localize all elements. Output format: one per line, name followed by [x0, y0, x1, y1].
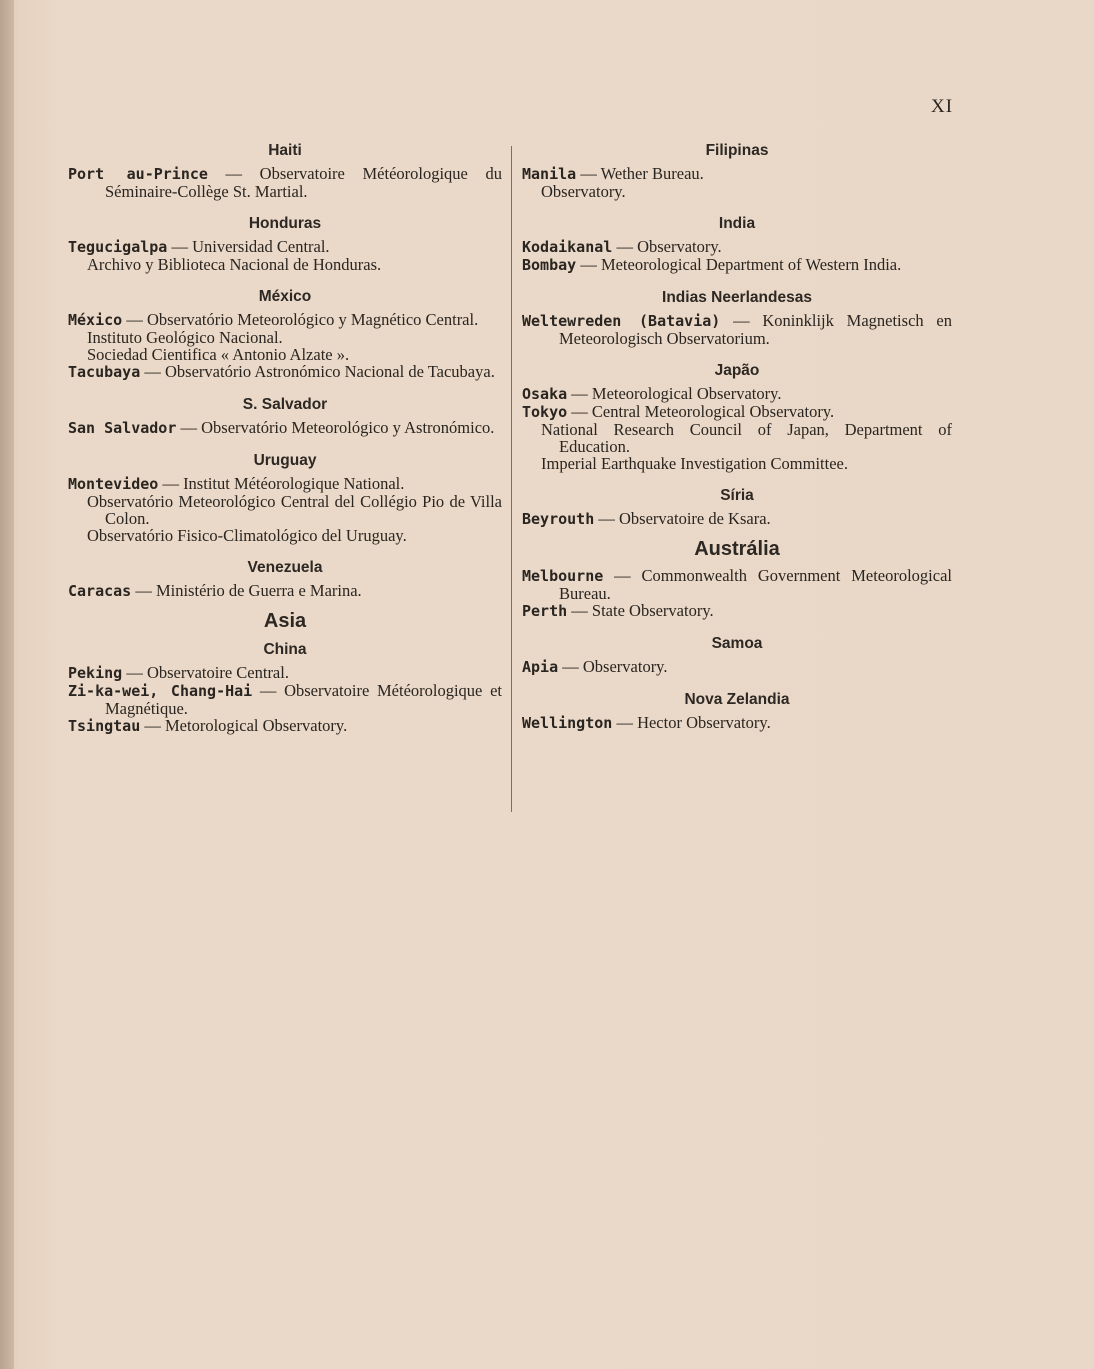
sub-institution-entry: Imperial Earthquake Investigation Committee. — [541, 454, 848, 473]
country-section-honduras — [68, 213, 502, 273]
country-heading-haiti: Haiti — [268, 142, 302, 159]
institution-text: — Ministério de Guerra e Marina. — [131, 581, 362, 600]
country-section — [522, 567, 952, 620]
city-name: Kodaikanal — [522, 238, 613, 256]
country-heading-japao: Japão — [714, 362, 760, 379]
institution-entry — [522, 385, 952, 403]
country-heading-china: China — [263, 641, 307, 658]
left-column — [68, 140, 502, 748]
institution-text: — Observatoire Central. — [122, 663, 289, 682]
page-number: XI — [931, 96, 954, 117]
country-heading-indias-neerlandesas: Indias Neerlandesas — [662, 289, 812, 306]
city-name: Montevideo — [68, 475, 159, 493]
country-section-filipinas — [522, 140, 952, 200]
institution-text: — Observatoire Météorologique du Séminaire-Collège St. Martial. — [105, 164, 502, 201]
country-section-venezuela — [68, 557, 502, 600]
country-heading-siria: Síria — [720, 487, 754, 504]
column-divider — [511, 146, 512, 812]
country-section-china — [68, 639, 502, 735]
city-name: Tsingtau — [68, 717, 141, 735]
institution-text: — Observatório Meteorológico y Magnético Central. — [122, 310, 479, 329]
institution-text: — Central Meteorological Observatory. — [567, 402, 835, 421]
institution-text: — Meteorological Observatory. — [567, 384, 782, 403]
institution-entry — [522, 403, 952, 421]
country-heading-uruguay: Uruguay — [253, 452, 317, 469]
country-heading-venezuela: Venezuela — [247, 559, 323, 576]
institution-entry — [522, 238, 952, 256]
sub-institution-entry: Instituto Geológico Nacional. — [87, 328, 283, 347]
institution-text: — Universidad Central. — [167, 237, 330, 256]
country-heading-mexico: México — [258, 288, 312, 305]
city-name: Apia — [522, 658, 559, 676]
institution-text: — Institut Météorologique National. — [158, 474, 405, 493]
sub-institution-entry: Observatório Meteorológico Central del Collégio Pio de Villa Colon. — [87, 492, 502, 528]
sub-institution-entry: National Research Council of Japan, Department of Education. — [541, 420, 952, 456]
city-name: Peking — [68, 664, 123, 682]
country-section-samoa — [522, 633, 952, 676]
institution-text: — Koninklijk Magnetisch en Meteorologisch Observatorium. — [559, 311, 952, 348]
country-section-indias-neerlandesas — [522, 287, 952, 347]
institution-text: — Observatoire Météorologique et Magnétique. — [105, 681, 502, 718]
city-name: Melbourne — [522, 567, 604, 585]
institution-text: — Observatório Astronómico Nacional de Tacubaya. — [140, 362, 495, 381]
city-name: Weltewreden (Batavia) — [522, 312, 721, 330]
country-section-india — [522, 213, 952, 274]
institution-text: — Observatoire de Ksara. — [594, 509, 771, 528]
country-section-uruguay — [68, 450, 502, 544]
continent-heading-asia: Asia — [263, 610, 307, 632]
country-section-siria — [522, 485, 952, 528]
institution-entry — [68, 165, 502, 200]
country-section-haiti — [68, 140, 502, 200]
institution-text: — Observatory. — [612, 237, 722, 256]
right-column — [522, 140, 952, 745]
country-heading-samoa: Samoa — [711, 635, 763, 652]
city-name: Tacubaya — [68, 363, 141, 381]
institution-text: — Observatório Meteorológico y Astronómico. — [176, 418, 495, 437]
institution-entry — [522, 714, 952, 732]
institution-entry — [522, 510, 952, 528]
institution-text: — Meteorological Department of Western India. — [576, 255, 902, 274]
institution-entry — [522, 312, 952, 347]
city-name: Wellington — [522, 714, 613, 732]
country-heading-s-salvador: S. Salvador — [242, 396, 328, 413]
institution-entry — [68, 664, 502, 682]
city-name: San Salvador — [68, 419, 177, 437]
city-name: Tegucigalpa — [68, 238, 168, 256]
country-heading-india: India — [718, 215, 756, 232]
city-name: Manila — [522, 165, 577, 183]
institution-text: — Hector Observatory. — [612, 713, 771, 732]
institution-entry — [68, 582, 502, 600]
country-heading-filipinas: Filipinas — [705, 142, 769, 159]
country-section-nova-zelandia — [522, 689, 952, 732]
institution-entry — [522, 165, 952, 183]
institution-entry — [68, 363, 502, 381]
sub-institution-entry: Observatório Fisico-Climatológico del Uruguay. — [87, 526, 407, 545]
city-name: Tokyo — [522, 403, 568, 421]
country-heading-honduras: Honduras — [248, 215, 322, 232]
country-section-s-salvador — [68, 394, 502, 437]
sub-institution-entry: Observatory. — [541, 182, 626, 201]
sub-institution-entry: Archivo y Biblioteca Nacional de Honduras. — [87, 255, 382, 274]
institution-entry — [68, 419, 502, 437]
institution-entry — [522, 256, 952, 274]
institution-text: — State Observatory. — [567, 601, 714, 620]
book-spine-shadow — [0, 0, 14, 1369]
country-section-japao — [522, 360, 952, 472]
city-name: Bombay — [522, 256, 577, 274]
institution-entry — [522, 567, 952, 602]
institution-entry — [522, 602, 952, 620]
city-name: Beyrouth — [522, 510, 595, 528]
city-name: México — [68, 311, 123, 329]
city-name: Perth — [522, 602, 568, 620]
sub-institution-entry: Sociedad Cientifica « Antonio Alzate ». — [87, 345, 350, 364]
continent-heading-australia: Austrália — [694, 538, 780, 560]
institution-entry — [522, 658, 952, 676]
country-section-mexico — [68, 286, 502, 381]
institution-entry — [68, 311, 502, 329]
city-name: Port au-Prince — [68, 165, 208, 183]
city-name: Zi-ka-wei, Chang-Hai — [68, 682, 253, 700]
institution-text: — Wether Bureau. — [576, 164, 704, 183]
institution-text: — Observatory. — [558, 657, 668, 676]
institution-entry — [68, 717, 502, 735]
city-name: Osaka — [522, 385, 568, 403]
institution-text: — Commonwealth Government Meteorological Bureau. — [559, 566, 952, 603]
city-name: Caracas — [68, 582, 132, 600]
institution-text: — Metorological Observatory. — [140, 716, 348, 735]
country-heading-nova-zelandia: Nova Zelandia — [684, 691, 790, 708]
institution-entry — [68, 238, 502, 256]
institution-entry — [68, 475, 502, 493]
institution-entry — [68, 682, 502, 717]
